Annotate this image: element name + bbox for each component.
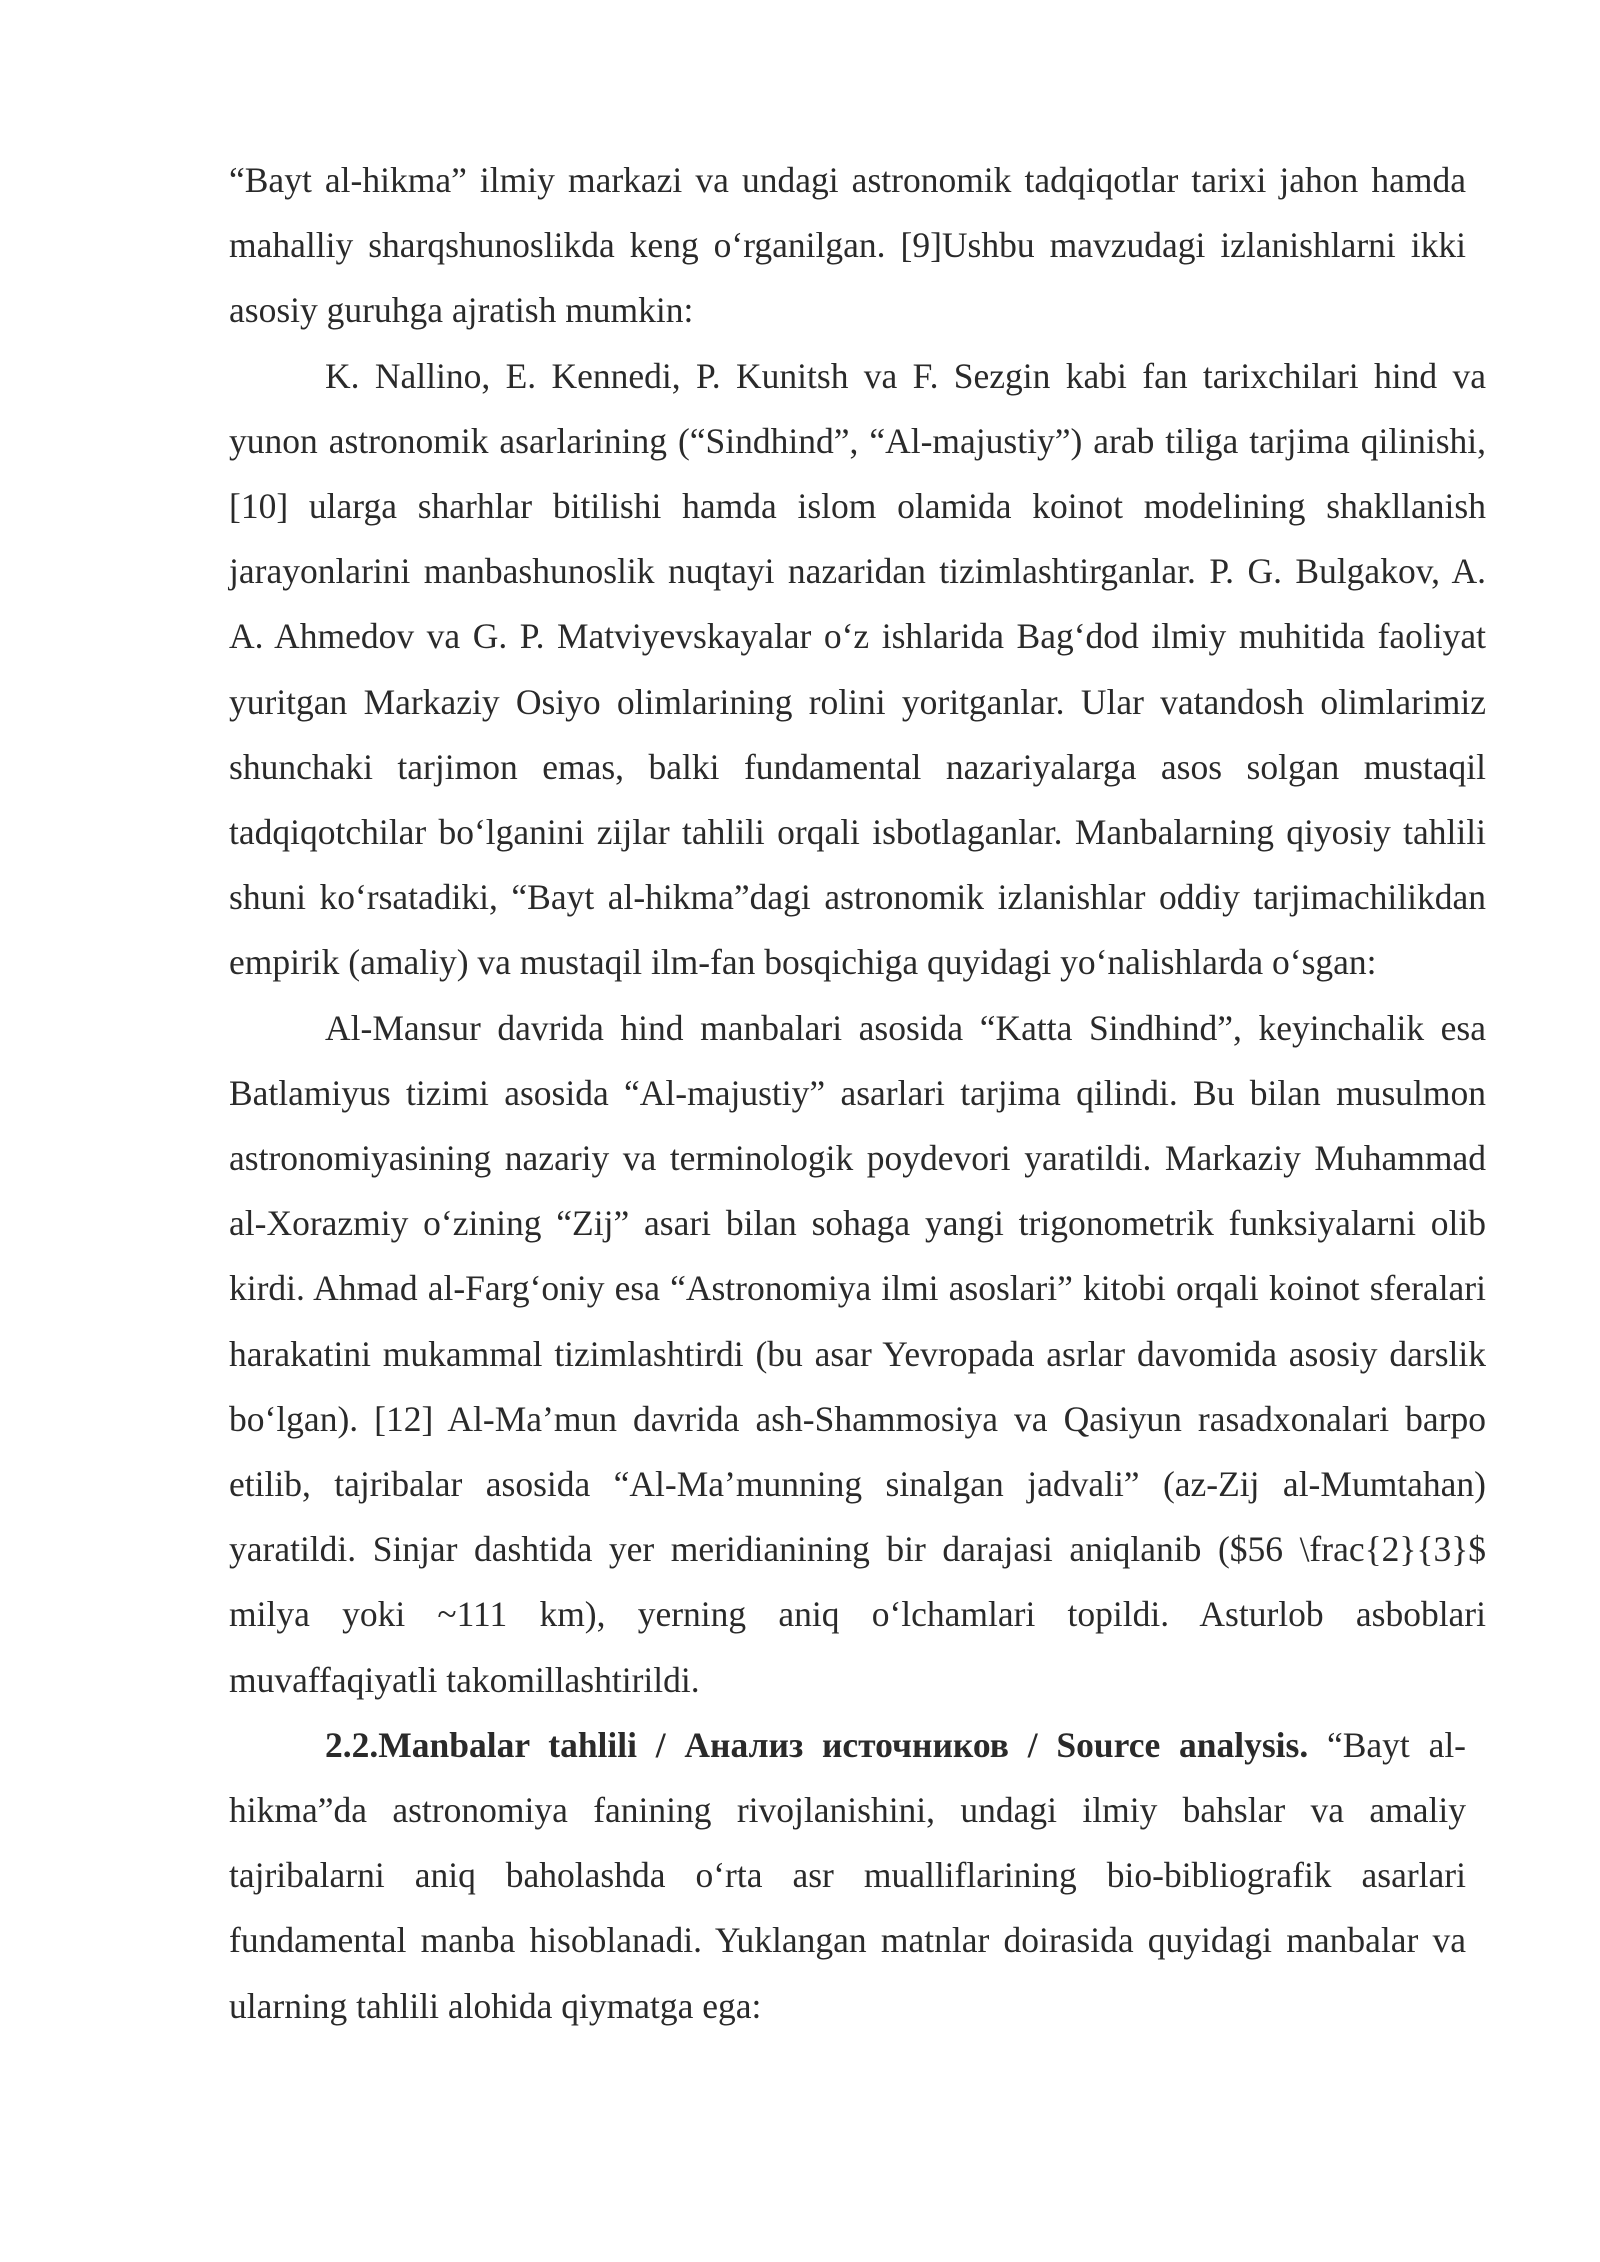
paragraph-translation-stages: Al-Mansur davrida hind manbalari asosida “Katta Sindhind”, keyinchalik esa Batlamiyus tizimi asosida “Al-majustiy” asarlari tarjima qilindi. Bu bilan musulmon astronomiyasining nazariy va terminologik poydevori yaratildi. Markaziy Muhammad al-Xorazmiy o‘zining “Zij” asari bilan sohaga yangi trigonometrik funksiyalarni olib kirdi. Ahmad al-Farg‘oniy esa “Astronomiya ilmi asoslari” kitobi orqali koinot sferalari harakatini mukammal tizimlashtirdi (bu asar Yevropada asrlar davomida asosiy darslik bo‘lgan). [12] Al-Ma’mun davrida ash-Shammosiya va Qasiyun rasadxonalari barpo etilib, tajribalar asosida “Al-Ma’munning sinalgan jadvali” (az-Zij al-Mumtahan) yaratildi. Sinjar dashtida yer meridianining bir darajasi aniqlanib ($56 \frac{2}{3}$ milya yoki ~111 km), yerning aniq o‘lchamlari topildi. Asturlob asboblari muvaffaqiyatli takomillashtirildi. — [229, 1007, 1486, 1700]
paragraph-intro: “Bayt al-hikma” ilmiy markazi va undagi astronomik tadqiqotlar tarixi jahon hamda mahalliy sharqshunoslikda keng o‘rganilgan. [9]Ushbu mavzudagi izlanishlarni ikki asosiy guruhga ajratish mumkin: — [229, 160, 1466, 331]
paragraph-source-analysis — [229, 1713, 1466, 2039]
paragraph-historiography: K. Nallino, E. Kennedi, P. Kunitsh va F. Sezgin kabi fan tarixchilari hind va yunon astronomik asarlarining (“Sindhind”, “Al-majustiy”) arab tiliga tarjima qilinishi, [10] ularga sharhlar bitilishi hamda islom olamida koinot modelining shakllanish jarayonlarini manbashunoslik nuqtayi nazaridan tizimlashtirganlar. P. G. Bulgakov, A. A. Ahmedov va G. P. Matviyevskayalar o‘z ishlarida Bag‘dod ilmiy muhitida faoliyat yuritgan Markaziy Osiyo olimlarining rolini yoritganlar. Ular vatandosh olimlarimiz shunchaki tarjimon emas, balki fundamental nazariyalarga asos solgan mustaqil tadqiqotchilar bo‘lganini zijlar tahlili orqali isbotlaganlar. Manbalarning qiyosiy tahlili shuni ko‘rsatadiki, “Bayt al-hikma”dagi astronomik izlanishlar oddiy tarjimachilikdan empirik (amaliy) va mustaqil ilm-fan bosqichiga quyidagi yo‘nalishlarda o‘sgan: — [229, 355, 1486, 983]
body-text — [229, 148, 1486, 2039]
section-heading: 2.2.Manbalar tahlili / Анализ источников / Source analysis. — [325, 1724, 1309, 1765]
section-body: “Bayt al-hikma”da astronomiya fanining rivojlanishini, undagi ilmiy bahslar va amaliy tajribalarni aniq baholashda o‘rta asr mualliflarining bio-bibliografik asarlari fundamental manba hisoblanadi. Yuklangan matnlar doirasida quyidagi manbalar va ularning tahlili alohida qiymatga ega: — [229, 1724, 1467, 2026]
